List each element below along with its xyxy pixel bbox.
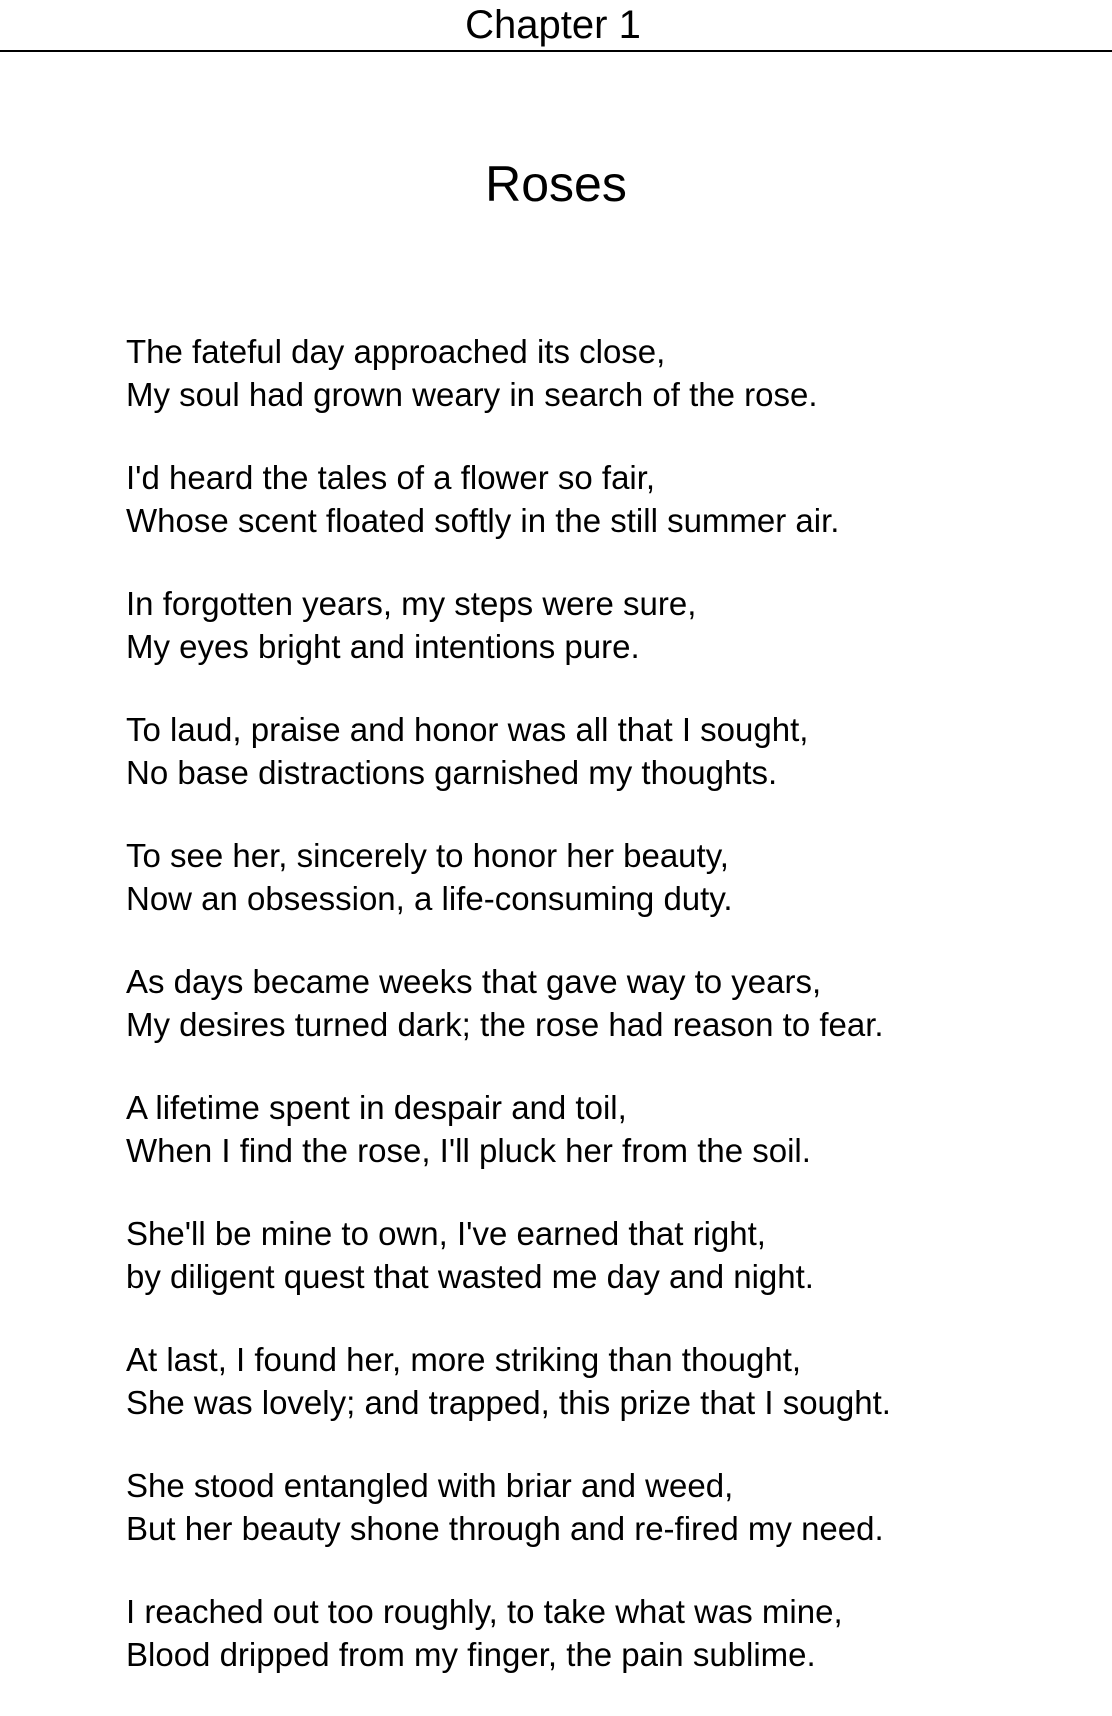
poem-line: No base distractions garnished my thoughts.	[126, 754, 778, 791]
stanza	[126, 330, 1086, 416]
poem-line: I'd heard the tales of a flower so fair,	[126, 459, 656, 496]
stanza	[126, 1464, 1086, 1550]
stanza	[126, 834, 1086, 920]
poem-line: My desires turned dark; the rose had reason to fear.	[126, 1006, 884, 1043]
stanza	[126, 1086, 1086, 1172]
stanza	[126, 1338, 1086, 1424]
poem-line: But her beauty shone through and re-fired my need.	[126, 1510, 884, 1547]
poem-line: To see her, sincerely to honor her beauty,	[126, 837, 729, 874]
poem-line: She was lovely; and trapped, this prize that I sought.	[126, 1384, 891, 1421]
poem-line: Whose scent floated softly in the still summer air.	[126, 502, 840, 539]
poem-line: A lifetime spent in despair and toil,	[126, 1089, 627, 1126]
poem-line: She stood entangled with briar and weed,	[126, 1467, 734, 1504]
poem-body	[126, 330, 1086, 1716]
poem-line: by diligent quest that wasted me day and night.	[126, 1258, 814, 1295]
poem-line: My soul had grown weary in search of the rose.	[126, 376, 818, 413]
chapter-heading: Chapter 1	[465, 3, 641, 47]
stanza	[126, 960, 1086, 1046]
stanza	[126, 456, 1086, 542]
stanza	[126, 1212, 1086, 1298]
poem-line: My eyes bright and intentions pure.	[126, 628, 640, 665]
stanza	[126, 582, 1086, 668]
poem-line: At last, I found her, more striking than thought,	[126, 1341, 802, 1378]
poem-line: When I find the rose, I'll pluck her from the soil.	[126, 1132, 811, 1169]
stanza	[126, 708, 1086, 794]
poem-line: To laud, praise and honor was all that I sought,	[126, 711, 809, 748]
poem-title: Roses	[485, 156, 627, 212]
poem-line: Now an obsession, a life-consuming duty.	[126, 880, 733, 917]
poem-line: In forgotten years, my steps were sure,	[126, 585, 697, 622]
running-header	[0, 0, 1112, 52]
poem-line: She'll be mine to own, I've earned that right,	[126, 1215, 766, 1252]
poem-line: Blood dripped from my finger, the pain sublime.	[126, 1636, 816, 1673]
poem-line: As days became weeks that gave way to years,	[126, 963, 822, 1000]
poem-line: The fateful day approached its close,	[126, 333, 666, 370]
poem-line: I reached out too roughly, to take what was mine,	[126, 1593, 843, 1630]
stanza	[126, 1590, 1086, 1676]
